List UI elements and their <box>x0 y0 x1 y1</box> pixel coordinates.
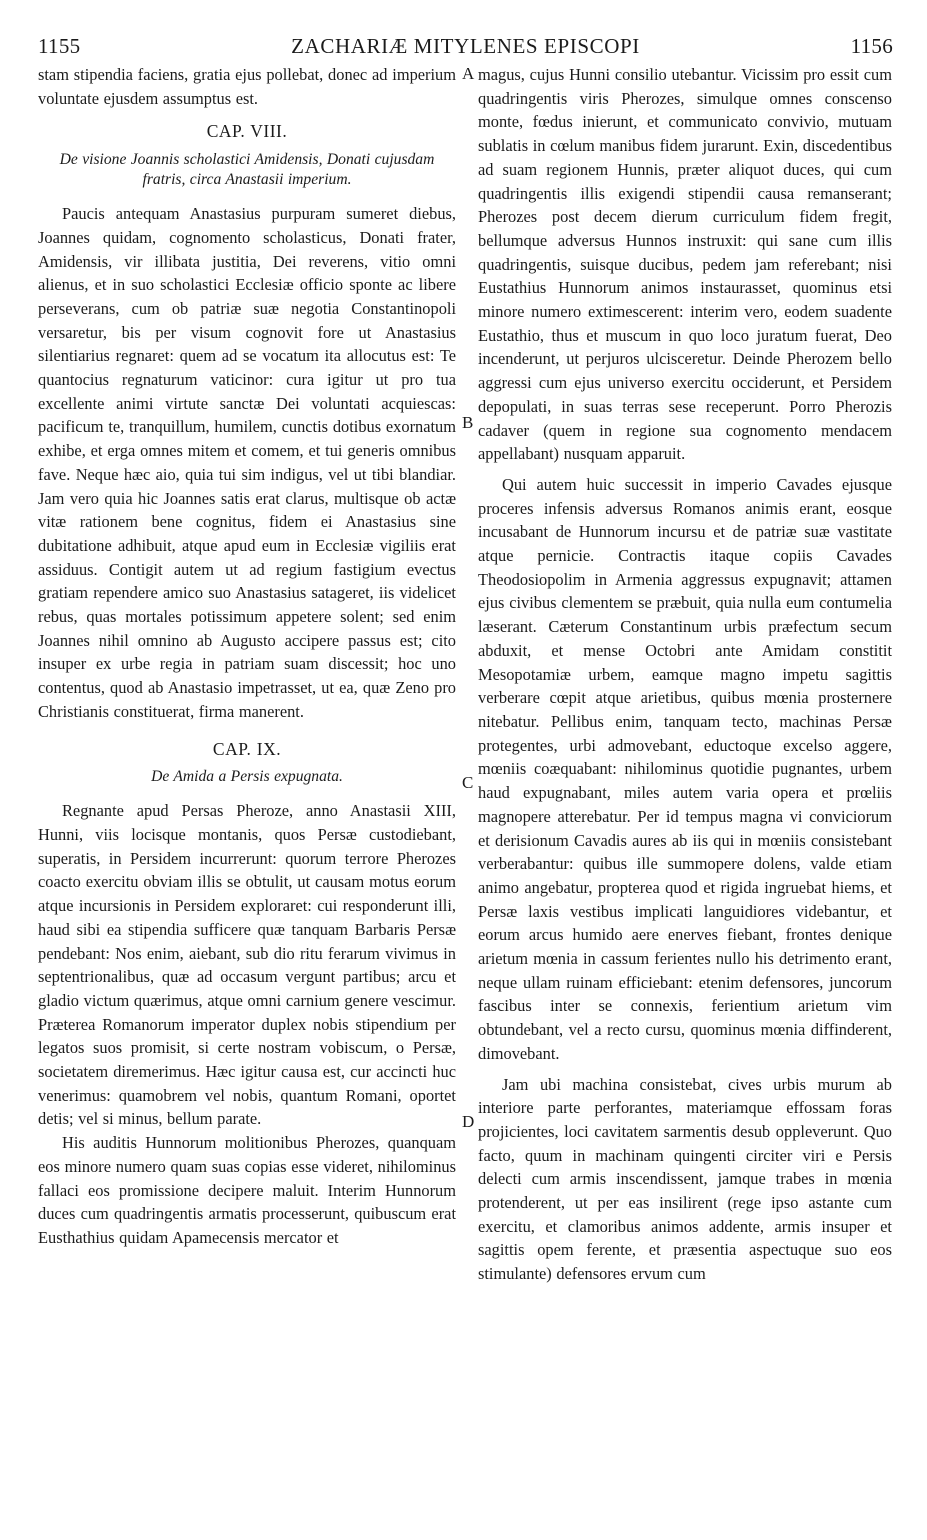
chapter-8-paragraph: Paucis antequam Anastasius purpuram sumeret diebus, Joannes quidam, cognomento scholasticus, Donati frater, Amidensis, vir illibata justitia, Dei reverens, vitio omni alienus, et in suo scholastici Ecclesiæ officio sponte ac libere perseverans, cum ob patriæ suæ negotia Constantinopoli versaretur, bis per visum cognovit fore ut Anastasius silentiarius regnaret: quem ad se vocatum ita allocutus est: Te quantocius regnaturum vaticinor: cura igitur ut pro tua excellente animi virtute sanctæ Dei voluntati acquiescas: pacificum te, tranquillum, humilem, cunctis dotibus exornatum exhibe, et erga omnes mitem et comem, et tui generis omnibus fave. Neque hæc aio, quia tui sim indigus, vel ut tibi blandiar. Jam vero quia hic Joannes satis erat clarus, multisque ob actæ vitæ rationem bene cognitus, fidem ei Anastasius sine dubitatione adhibuit, atque apud eum in Ecclesiæ vigiliis erat assiduus. Contigit autem ut ad regium fastigium evectus gratiam rependere amico suo Anastasius satageret, iis videlicet rebus, quas mortales potissimum appetere solent; sed enim Joannes nihil omnino ab Augusto accipere passus est; cito insuper ex urbe regia in patriam suam discessit; hoc uno contentus, quod ab Anastasio impetrasset, ut ea, quæ Zeno pro Christianis constituerat, firma manerent. <box>38 204 456 721</box>
continued-paragraph-right: magus, cujus Hunni consilio utebantur. Vicissim pro essit cum quadringentis viris Pherozes, simulque omnes conscenso monte, fœdus inierunt, et communicato convivio, mutuam sublatis in cœlum manibus fidem jurarunt. Exin, discedentibus ad suam regionem Hunnis, præter aliquot duces, qui cum quadringentis illis exigendi stipendii causa remanserant; Pherozes post decem dierum curriculum fidem fregit, bellumque adversus Hunnos instruxit: qui sane cum illis quadringentis, suisque ducibus, pedem jam referebant; nisi Eustathius Hunnorum animos instaurasset, quominus etsi minore numero extimescerent: interim vero, eodem suadente Eustathio, thus et muscum in quo loco juratum fuerat, Deo incenderunt, ut perjuros ulcisceretur. Deinde Pherozem bello aggressi cum ejus universo exercitu occiderunt, et Persidem depopulati, in suas terras sese receperunt. Porro Pherozis cadaver (quem in regione sua cognomento mendacem appellabant) nusquam apparuit. <box>478 65 892 464</box>
chapter-subtitle-9: De Amida a Persis expugnata. <box>151 768 343 786</box>
running-title: ZACHARIÆ MITYLENES EPISCOPI <box>291 34 640 58</box>
right-column <box>478 63 892 1286</box>
chapter-subtitle-8: De visione Joannis scholastici Amidensis, Donati cujusdam fratris, circa Anastasii imperium. <box>59 151 435 189</box>
chapter-heading-9: CAP. IX. <box>212 738 282 759</box>
right-paragraph-2: Qui autem huic successit in imperio Cavades ejusque proceres infensis adversus Romanos animis erant, eosque incusabant de Hunnorum incursu et de patriæ suæ vastitate atque pernicie. Contractis itaque copiis Cavades Theodosiopolim in Armenia aggressus expugnavit; attamen ejus civibus clementem se præbuit, quia nulla eum contumelia læserant. Cæterum Constantinum urbis præfectum secum abduxit, et mense Octobri ante Amidam constitit Mesopotamiæ urbem, eamque magno impetu sagittis verberare cœpit atque arietibus, quibus mœnia prosternere nitebatur. Pellibus enim, tanquam tecto, machinas Persæ protegentes, urbi admovebant, eductoque excelso aggere, mœniis coæquabant: nihilominus quotidie pugnantes, urbem haud expugnabant, miles autem varia opera et prœliis magnopere atterebatur. Per id tempus magna vi conviciorum et derisionum Cavadis aures ab iis qui in mœniis consistebant verberabantur: quibus ille summopere dolens, valde etiam animo angebatur, propterea quod et rigida ingruebat hiems, et Persæ laxis vestibus implicati languidiores videbantur, et eorum arcus humido aere enerves fiebant, frontes denique arietum mœnia in cassum ferientes nullo his detrimento erant, neque ullam ruinam efficiebant: etenim defensores, juncorum fascibus inter se connexis, ferientium arietum vim obtundebant, vel a recto cursu, quominus mœnia diffinderent, dimovebant. <box>478 474 892 1063</box>
margin-marker-b: B <box>462 413 474 432</box>
left-column <box>38 63 456 1250</box>
chapter-9-paragraph-2: His auditis Hunnorum molitionibus Pherozes, quanquam eos minore numero quam suas copias esse videret, nihilominus fallaci eos promissione decipere maluit. Interim Hunnorum duces cum quadringentis armatis processerunt, quibuscum erat Eusthathius quidam Apamecensis mercator et <box>38 1133 456 1247</box>
continued-paragraph: stam stipendia faciens, gratia ejus pollebat, donec ad imperium voluntate ejusdem assumptus est. <box>38 65 456 108</box>
chapter-heading-8: CAP. VIII. <box>206 121 288 142</box>
right-paragraph-3: Jam ubi machina consistebat, cives urbis murum ab interiore parte perforantes, materiamque effossam foras projicientes, loci cavitatem sarmentis desub oppleverunt. Quo facto, quum in machinam quingenti circiter viri e Persis delecti cum armis inscendissent, jamque trabes in mœnia protenderent, ut per eas insilirent (rege ipso astante cum exercitu, et clamoribus animos addente, armis insuper et sagittis opem ferente, et præsentia aspectuque suo eos stimulante) defensores ervum cum <box>478 1074 892 1284</box>
page-number-right: 1156 <box>850 34 893 58</box>
margin-marker-c: C <box>462 773 474 792</box>
page-number-left: 1155 <box>38 34 81 58</box>
chapter-9-paragraph-1: Regnante apud Persas Pheroze, anno Anastasii XIII, Hunni, viis locisque montanis, quos Persæ custodiebant, superatis, in Persidem incurrerunt: quorum terrore Pherozes coacto exercitu obviam illis se obtulit, ut causam motus eorum atque incursionis in Persidem exploraret: cui responderunt illi, haud sibi ea stipendia sufficere quæ tanquam Barbaris Persæ pendebant: Nos enim, aiebant, sub dio ritu ferarum vivimus in septentrionalibus, quæ ad occasum vergunt partibus; arcu et gladio victum quærimus, atque omni carnium genere vescimur. Præterea Romanorum imperator duplex nobis stipendium per legatos suos promisit, si certe nostram vobiscum, o Persæ, societatem diremerimus. Hæc igitur causa est, cur accincti huc venerimus: quamobrem vel nobis, quantum Romani, oportet detis; vel si minus, bellum parate. <box>38 801 456 1129</box>
margin-marker-a: A <box>462 64 475 83</box>
margin-marker-d: D <box>462 1112 475 1131</box>
running-header <box>38 34 893 64</box>
